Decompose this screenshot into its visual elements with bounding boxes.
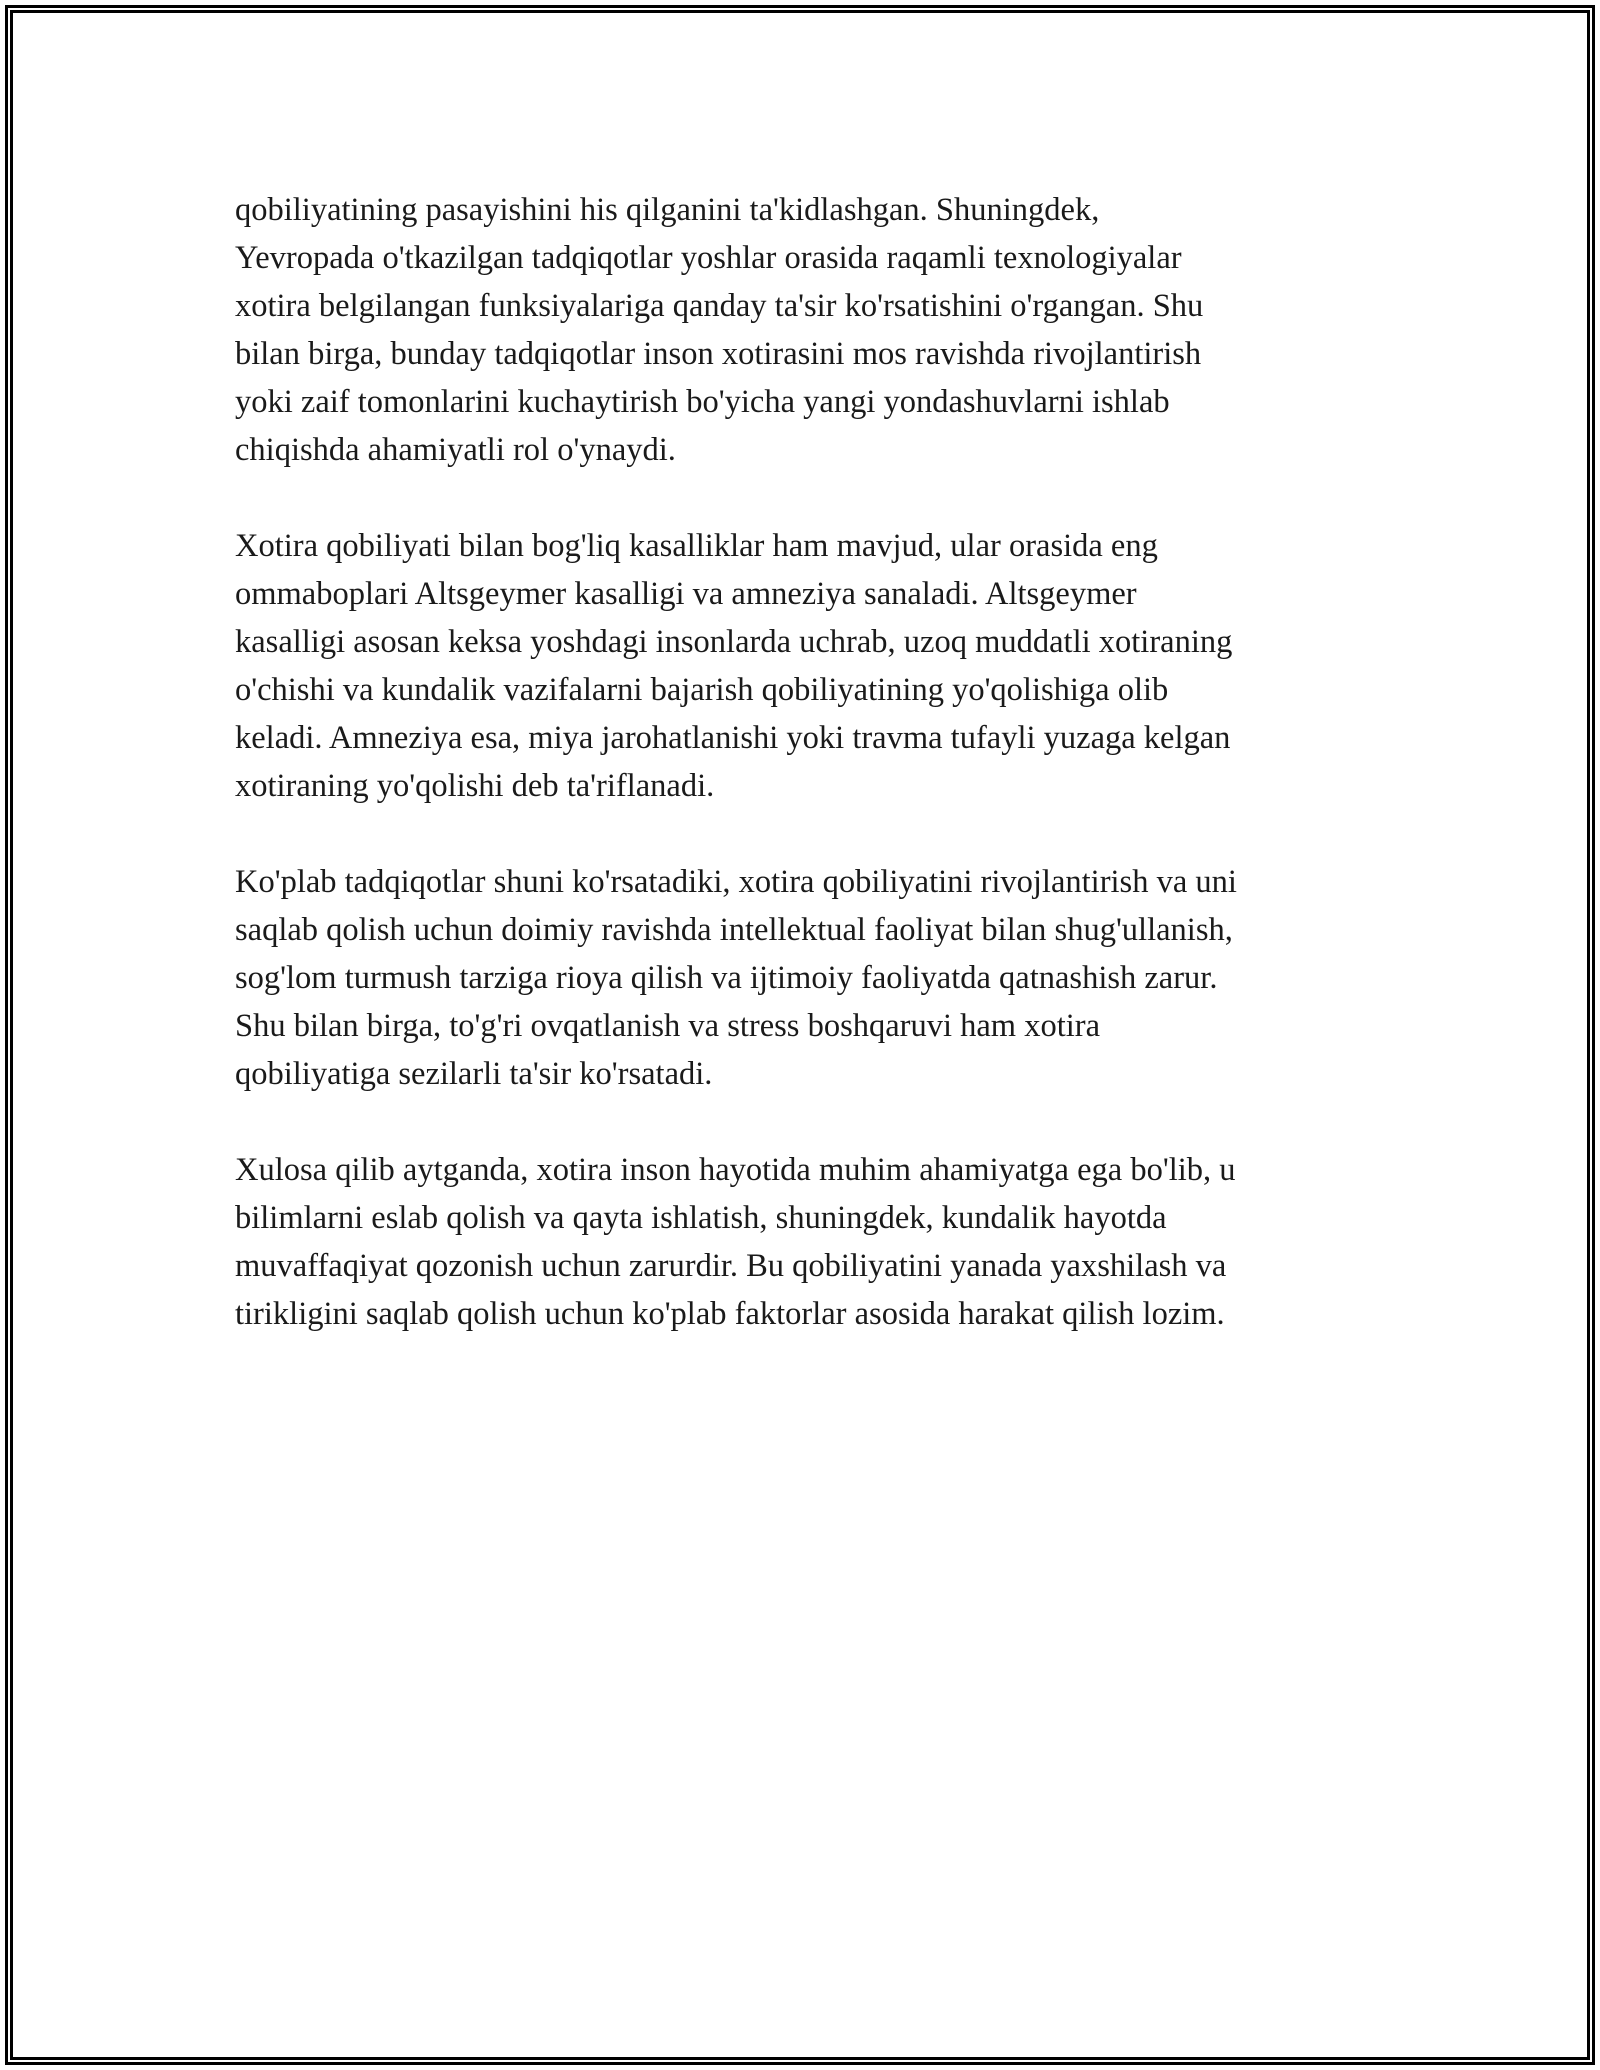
paragraph-4	[235, 1146, 1395, 1338]
paragraph-line: Ko'plab tadqiqotlar shuni ko'rsatadiki, xotira qobiliyatini rivojlantirish va uni	[235, 864, 1237, 900]
paragraph-line: ommaboplari Altsgeymer kasalligi va amneziya sanaladi. Altsgeymer	[235, 576, 1137, 612]
paragraph-1	[235, 186, 1395, 474]
paragraph-line: tirikligini saqlab qolish uchun ko'plab faktorlar asosida harakat qilish lozim.	[235, 1296, 1225, 1332]
paragraph-line: keladi. Amneziya esa, miya jarohatlanishi yoki travma tufayli yuzaga kelgan	[235, 720, 1231, 756]
paragraph-line: Yevropada o'tkazilgan tadqiqotlar yoshlar orasida raqamli texnologiyalar	[235, 240, 1182, 276]
paragraph-line: kasalligi asosan keksa yoshdagi insonlarda uchrab, uzoq muddatli xotiraning	[235, 624, 1233, 660]
paragraph-line: qobiliyatining pasayishini his qilganini ta'kidlashgan. Shuningdek,	[235, 192, 1100, 228]
paragraph-line: Shu bilan birga, to'g'ri ovqatlanish va stress boshqaruvi ham xotira	[235, 1008, 1101, 1044]
paragraph-line: yoki zaif tomonlarini kuchaytirish bo'yicha yangi yondashuvlarni ishlab	[235, 384, 1170, 420]
paragraph-line: sog'lom turmush tarziga rioya qilish va ijtimoiy faoliyatda qatnashish zarur.	[235, 960, 1218, 996]
document-body	[235, 186, 1395, 1338]
paragraph-line: bilimlarni eslab qolish va qayta ishlatish, shuningdek, kundalik hayotda	[235, 1200, 1167, 1236]
paragraph-line: xotiraning yo'qolishi deb ta'riflanadi.	[235, 768, 715, 804]
paragraph-line: o'chishi va kundalik vazifalarni bajarish qobiliyatining yo'qolishiga olib	[235, 672, 1169, 708]
paragraph-line: qobiliyatiga sezilarli ta'sir ko'rsatadi.	[235, 1056, 713, 1092]
paragraph-line: xotira belgilangan funksiyalariga qanday ta'sir ko'rsatishini o'rgangan. Shu	[235, 288, 1204, 324]
paragraph-2	[235, 522, 1395, 810]
paragraph-line: saqlab qolish uchun doimiy ravishda intellektual faoliyat bilan shug'ullanish,	[235, 912, 1233, 948]
paragraph-line: chiqishda ahamiyatli rol o'ynaydi.	[235, 432, 676, 468]
paragraph-line: muvaffaqiyat qozonish uchun zarurdir. Bu qobiliyatini yanada yaxshilash va	[235, 1248, 1227, 1284]
paragraph-line: Xotira qobiliyati bilan bog'liq kasalliklar ham mavjud, ular orasida eng	[235, 528, 1158, 564]
paragraph-line: bilan birga, bunday tadqiqotlar inson xotirasini mos ravishda rivojlantirish	[235, 336, 1202, 372]
paragraph-line: Xulosa qilib aytganda, xotira inson hayotida muhim ahamiyatga ega bo'lib, u	[235, 1152, 1236, 1188]
paragraph-3	[235, 858, 1395, 1098]
